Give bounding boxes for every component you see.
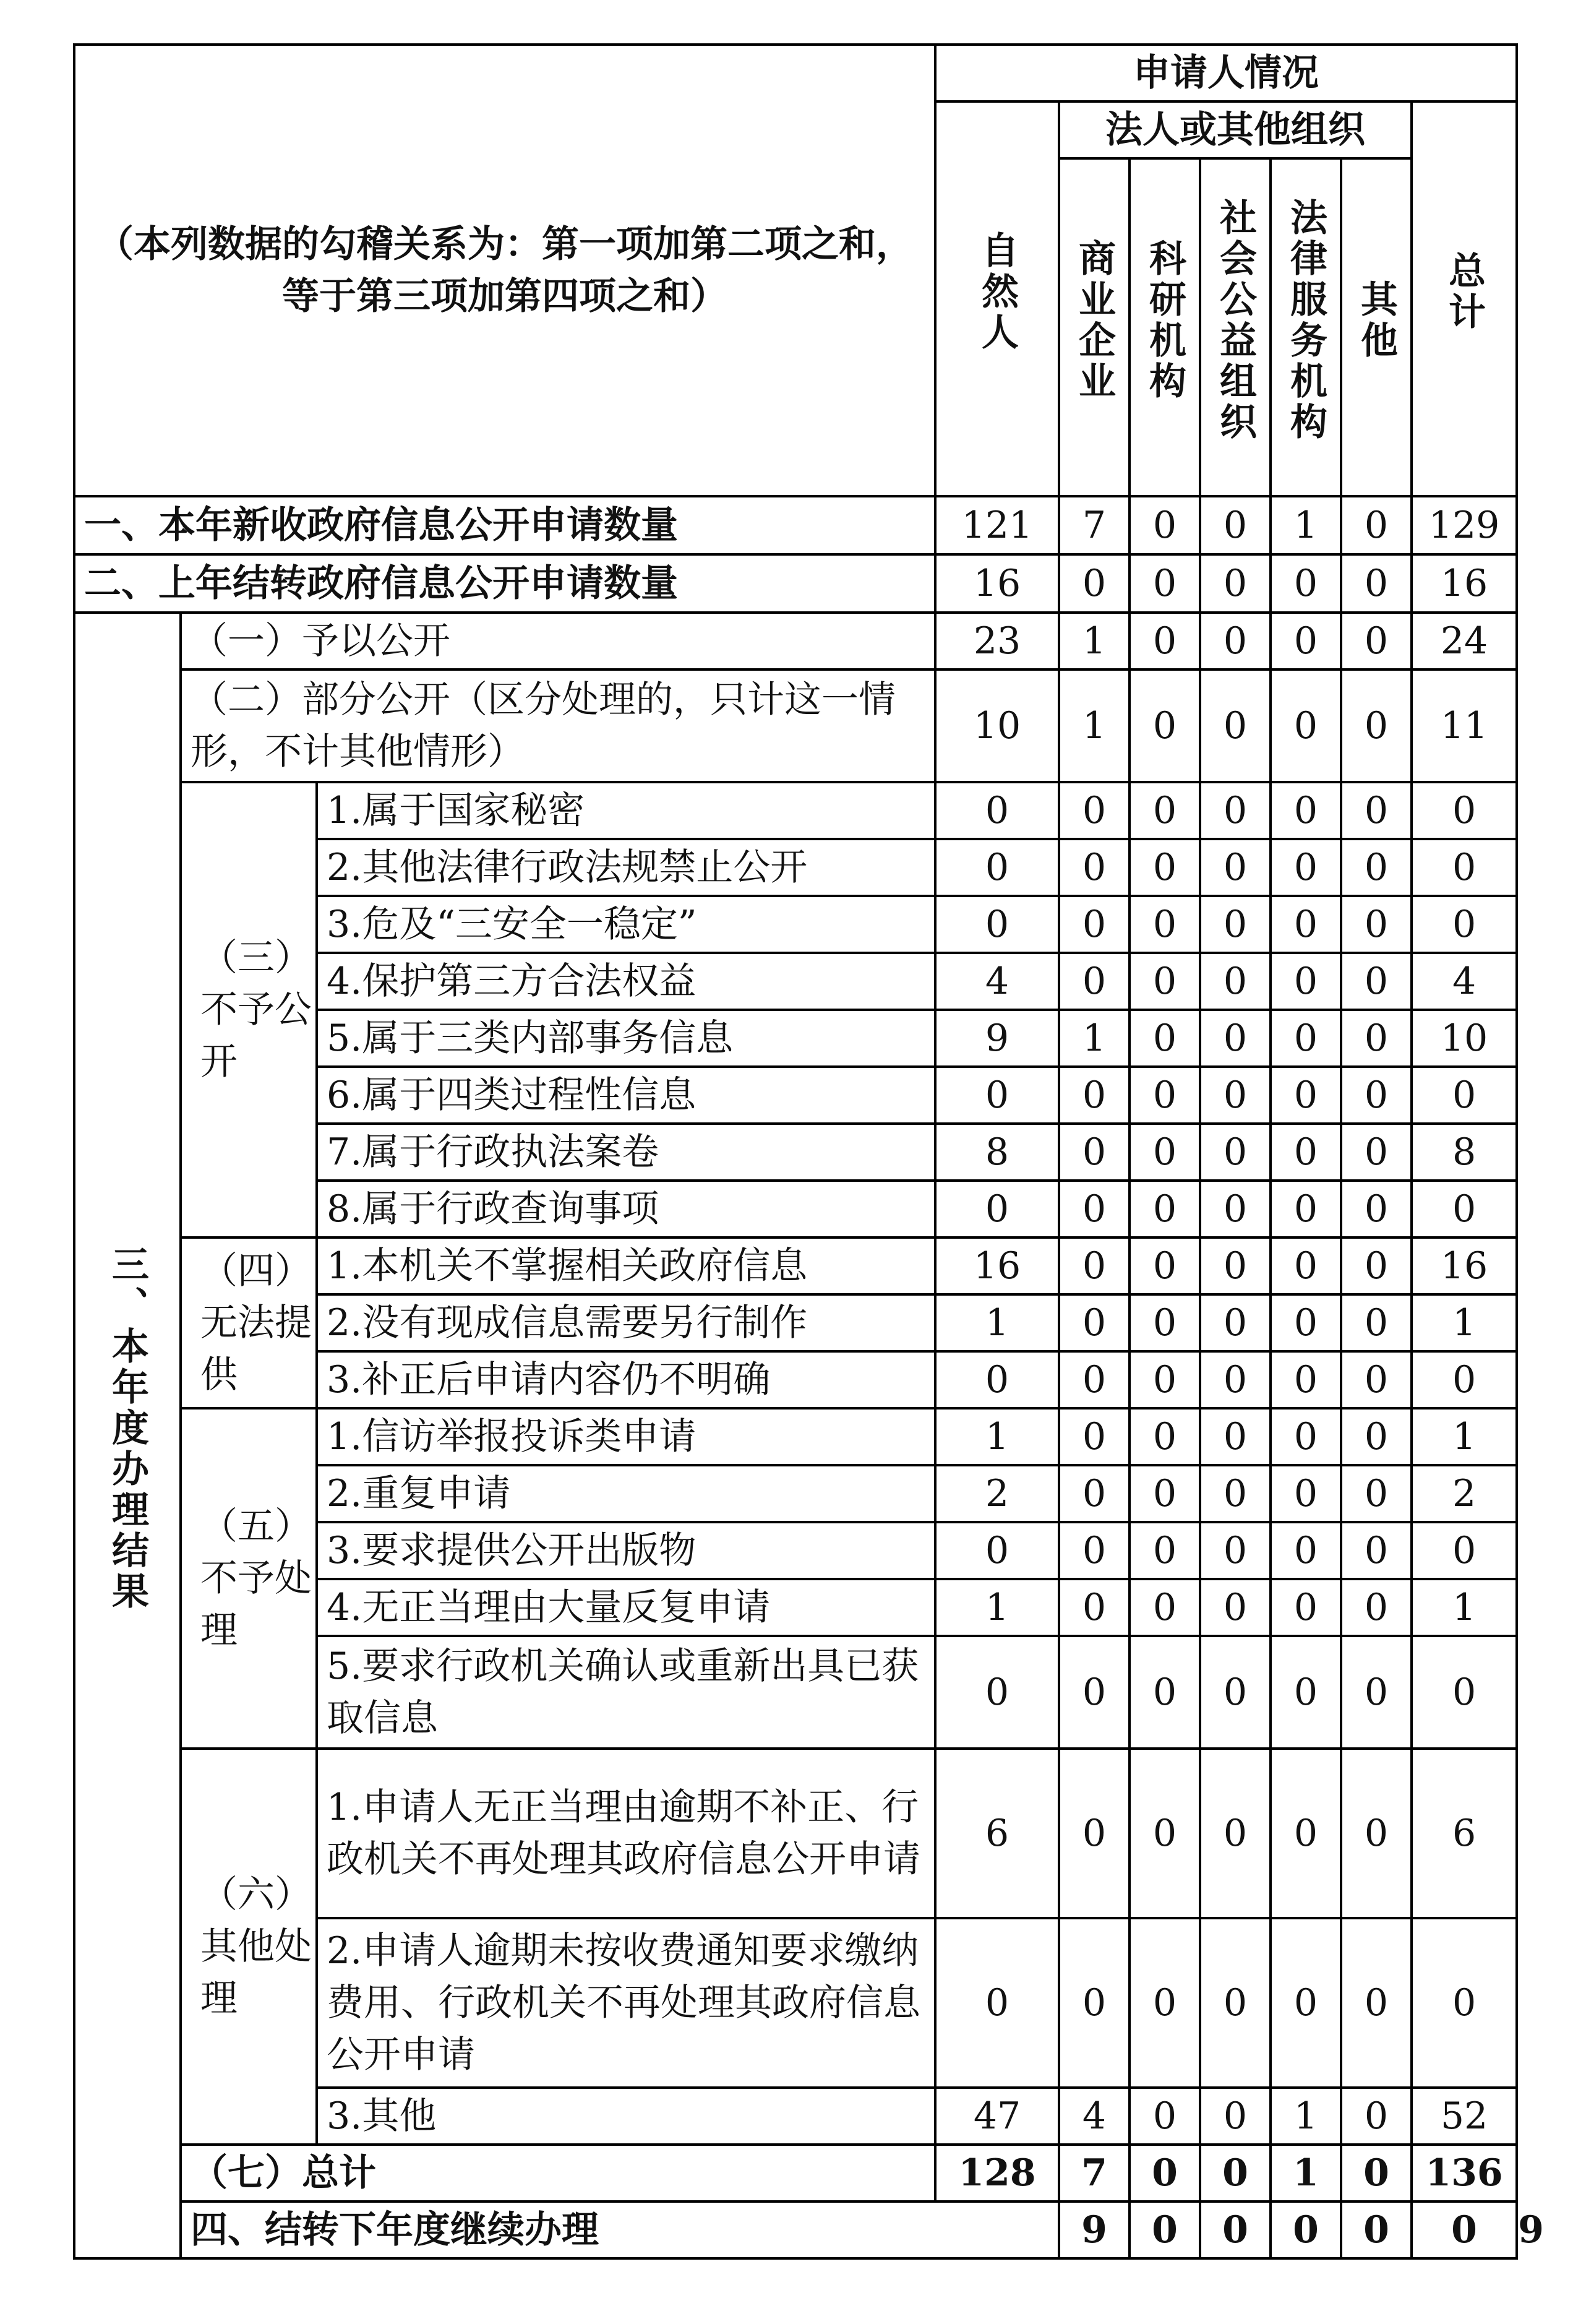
- table-row: [74, 1749, 1517, 1918]
- g5-label: （五）不予处理: [181, 1408, 317, 1749]
- cell: 0: [1341, 1918, 1412, 2088]
- cell: 0: [1200, 839, 1271, 896]
- cell: 0: [1129, 669, 1200, 782]
- cell: 0: [1129, 1124, 1200, 1181]
- cell: 0: [1200, 1294, 1271, 1351]
- cell: 0: [1200, 1010, 1271, 1067]
- cell: 0: [1200, 1408, 1271, 1465]
- cell: 0: [1271, 1124, 1341, 1181]
- cell: 136: [1412, 2145, 1517, 2201]
- cell: 1: [935, 1294, 1059, 1351]
- cell: 0: [1200, 1237, 1271, 1294]
- cell: 11: [1412, 669, 1517, 782]
- cell: 0: [1129, 613, 1200, 669]
- table-row: [74, 1408, 1517, 1465]
- cell: 47: [935, 2088, 1059, 2145]
- cell: 0: [1341, 1294, 1412, 1351]
- g4-label: （四）无法提供: [181, 1237, 317, 1408]
- cell: 0: [1129, 1010, 1200, 1067]
- section4-label: 四、结转下年度继续办理: [181, 2201, 1059, 2258]
- row-label: 5.属于三类内部事务信息: [317, 1010, 935, 1067]
- cell: 0: [1059, 1351, 1129, 1408]
- cell: 0: [1200, 953, 1271, 1010]
- cell: 0: [1129, 554, 1200, 613]
- cell: 0: [935, 839, 1059, 896]
- cell: 0: [1341, 1067, 1412, 1124]
- header-natural-person: 自然人: [935, 101, 1059, 496]
- g2-label: （二）部分公开（区分处理的，只计这一情形，不计其他情形）: [181, 669, 935, 782]
- table-row: [74, 554, 1517, 613]
- cell: 0: [1271, 1067, 1341, 1124]
- cell: 0: [1129, 782, 1200, 839]
- cell: 0: [1341, 613, 1412, 669]
- cell: 0: [1059, 1408, 1129, 1465]
- cell: 0: [1341, 2145, 1412, 2201]
- table-row: [74, 2145, 1517, 2201]
- cell: 0: [1200, 554, 1271, 613]
- cell: 0: [1129, 1237, 1200, 1294]
- cell: 0: [1271, 1294, 1341, 1351]
- row-label: 5.要求行政机关确认或重新出具已获取信息: [317, 1636, 935, 1749]
- row-label: 2.申请人逾期未按收费通知要求缴纳费用、行政机关不再处理其政府信息公开申请: [317, 1918, 935, 2088]
- cell: 0: [935, 1636, 1059, 1749]
- header-applicant: 申请人情况: [935, 45, 1517, 101]
- cell: 0: [1200, 1351, 1271, 1408]
- cell: 9: [935, 1010, 1059, 1067]
- cell: 0: [1341, 554, 1412, 613]
- header-social: 社会公益组织: [1200, 158, 1271, 496]
- cell: 0: [1059, 1237, 1129, 1294]
- header-legal-org: 法人或其他组织: [1059, 101, 1412, 158]
- cell: 0: [1412, 1918, 1517, 2088]
- cell: 0: [1200, 1181, 1271, 1237]
- header-research: 科研机构: [1129, 158, 1200, 496]
- cell: 0: [1271, 554, 1341, 613]
- cell: 0: [1059, 839, 1129, 896]
- cell: 0: [1412, 782, 1517, 839]
- section1-label: 一、本年新收政府信息公开申请数量: [74, 496, 935, 554]
- cell: 16: [1412, 554, 1517, 613]
- cell: 24: [1412, 613, 1517, 669]
- cell: 0: [1200, 1465, 1271, 1522]
- table-row: [74, 1237, 1517, 1294]
- cell: 0: [1271, 1237, 1341, 1294]
- row-label: 3.要求提供公开出版物: [317, 1522, 935, 1579]
- cell: 52: [1412, 2088, 1517, 2145]
- cell: 0: [1059, 554, 1129, 613]
- cell: 0: [1341, 1408, 1412, 1465]
- table-row: [74, 496, 1517, 554]
- cell: 6: [935, 1749, 1059, 1918]
- cell: 0: [1059, 1579, 1129, 1636]
- cell: 0: [1271, 1579, 1341, 1636]
- cell: 0: [1271, 839, 1341, 896]
- cell: 0: [1341, 1749, 1412, 1918]
- section3-label: 三、本年度办理结果: [74, 613, 181, 2258]
- cell: 0: [1059, 1124, 1129, 1181]
- cell: 10: [1412, 1010, 1517, 1067]
- cell: 0: [935, 1181, 1059, 1237]
- cell: 16: [935, 1237, 1059, 1294]
- cell: 0: [1412, 2201, 1517, 2258]
- cell: 0: [1341, 1351, 1412, 1408]
- cell: 0: [1341, 2088, 1412, 2145]
- cell: 23: [935, 613, 1059, 669]
- cell: 0: [935, 896, 1059, 953]
- cell: 4: [1412, 953, 1517, 1010]
- cell: 0: [1271, 953, 1341, 1010]
- cell: 0: [1412, 1067, 1517, 1124]
- row-label: 4.保护第三方合法权益: [317, 953, 935, 1010]
- cell: 121: [935, 496, 1059, 554]
- header-other: 其他: [1341, 158, 1412, 496]
- row-label: 4.无正当理由大量反复申请: [317, 1579, 935, 1636]
- cell: 0: [1341, 782, 1412, 839]
- cell: 0: [1200, 2145, 1271, 2201]
- cell: 0: [935, 782, 1059, 839]
- row-label: 2.重复申请: [317, 1465, 935, 1522]
- cell: 0: [1341, 669, 1412, 782]
- cell: 0: [1271, 1465, 1341, 1522]
- cell: 0: [1412, 839, 1517, 896]
- cell: 0: [1341, 1124, 1412, 1181]
- cell: 0: [1412, 1522, 1517, 1579]
- cell: 0: [1341, 1237, 1412, 1294]
- cell: 129: [1412, 496, 1517, 554]
- row-label: 2.没有现成信息需要另行制作: [317, 1294, 935, 1351]
- cell: 0: [1341, 1636, 1412, 1749]
- cell: 0: [1341, 1522, 1412, 1579]
- cell: 4: [1059, 2088, 1129, 2145]
- cell: 0: [1271, 1408, 1341, 1465]
- cell: 0: [1200, 613, 1271, 669]
- cell: 8: [935, 1124, 1059, 1181]
- table-row: 四、结转下年度继续办理 9 0 0 0 0 0 9: [74, 2201, 1517, 2258]
- cell: 0: [1129, 1181, 1200, 1237]
- cell: 2: [1412, 1465, 1517, 1522]
- cell: 0: [1341, 953, 1412, 1010]
- cell: 0: [1200, 2201, 1271, 2258]
- cell: 0: [1129, 2145, 1200, 2201]
- cell: 0: [1341, 1181, 1412, 1237]
- cell: 0: [1129, 1465, 1200, 1522]
- cell: 0: [935, 1067, 1059, 1124]
- cell: 0: [1341, 1465, 1412, 1522]
- row-label: 2.其他法律行政法规禁止公开: [317, 839, 935, 896]
- cell: 0: [1341, 496, 1412, 554]
- cell: 1: [935, 1408, 1059, 1465]
- table-row: [74, 669, 1517, 782]
- cell: 9: [1059, 2201, 1129, 2258]
- cell: 0: [1059, 1181, 1129, 1237]
- cell: 0: [1059, 953, 1129, 1010]
- g3-label: （三）不予公开: [181, 782, 317, 1237]
- cell: 1: [1059, 669, 1129, 782]
- cell: 0: [1271, 669, 1341, 782]
- g6-label: （六）其他处理: [181, 1749, 317, 2145]
- cell: 0: [1129, 2088, 1200, 2145]
- cell: 0: [1341, 2201, 1412, 2258]
- row-label: 1.属于国家秘密: [317, 782, 935, 839]
- cell: 0: [935, 1522, 1059, 1579]
- cell: 0: [1059, 1918, 1129, 2088]
- section2-label: 二、上年结转政府信息公开申请数量: [74, 554, 935, 613]
- disclosure-table: [73, 43, 1544, 2260]
- cell: 0: [1129, 1522, 1200, 1579]
- cell: 1: [1412, 1408, 1517, 1465]
- cell: 0: [1129, 1408, 1200, 1465]
- cell: 0: [1341, 1579, 1412, 1636]
- cell: 0: [1059, 782, 1129, 839]
- header-note: （本列数据的勾稽关系为：第一项加第二项之和，等于第三项加第四项之和）: [74, 45, 935, 496]
- cell: 4: [935, 953, 1059, 1010]
- cell: 0: [1129, 1749, 1200, 1918]
- cell: 0: [1271, 1918, 1341, 2088]
- table-row: [74, 782, 1517, 839]
- cell: 0: [1271, 1351, 1341, 1408]
- cell: 0: [1200, 496, 1271, 554]
- cell: 0: [1271, 1636, 1341, 1749]
- cell: 0: [1129, 839, 1200, 896]
- cell: 0: [1200, 1636, 1271, 1749]
- cell: 0: [1271, 1181, 1341, 1237]
- cell: 1: [1271, 496, 1341, 554]
- cell: 0: [1129, 1636, 1200, 1749]
- cell: 0: [1129, 496, 1200, 554]
- cell: 0: [1341, 839, 1412, 896]
- cell: 0: [1059, 1749, 1129, 1918]
- header-commercial: 商业企业: [1059, 158, 1129, 496]
- row-label: 1.信访举报投诉类申请: [317, 1408, 935, 1465]
- cell: 6: [1412, 1749, 1517, 1918]
- table-row: [74, 613, 1517, 669]
- cell: 2: [935, 1465, 1059, 1522]
- cell: 16: [935, 554, 1059, 613]
- cell: 0: [1200, 1579, 1271, 1636]
- cell: 0: [1059, 896, 1129, 953]
- cell: 0: [1129, 1579, 1200, 1636]
- cell: 0: [1271, 896, 1341, 953]
- cell: 0: [1200, 1067, 1271, 1124]
- row-label: 3.其他: [317, 2088, 935, 2145]
- cell: 0: [1200, 782, 1271, 839]
- cell: 0: [1271, 1522, 1341, 1579]
- cell: 0: [1129, 1351, 1200, 1408]
- cell: 0: [1271, 1010, 1341, 1067]
- cell: 0: [1129, 1918, 1200, 2088]
- cell: 0: [1129, 1294, 1200, 1351]
- cell: 128: [935, 2145, 1059, 2201]
- row-label: 7.属于行政执法案卷: [317, 1124, 935, 1181]
- cell: 1: [1059, 613, 1129, 669]
- cell: 0: [1271, 1749, 1341, 1918]
- cell: 0: [1129, 2201, 1200, 2258]
- g7-label: （七）总计: [181, 2145, 935, 2201]
- cell: 10: [935, 669, 1059, 782]
- cell: 0: [1129, 953, 1200, 1010]
- row-label: 8.属于行政查询事项: [317, 1181, 935, 1237]
- cell: 8: [1412, 1124, 1517, 1181]
- cell: 0: [1129, 896, 1200, 953]
- cell: 0: [1200, 1749, 1271, 1918]
- cell: 0: [1271, 2201, 1341, 2258]
- row-label: 3.补正后申请内容仍不明确: [317, 1351, 935, 1408]
- cell: 0: [1200, 1522, 1271, 1579]
- cell: 1: [1412, 1579, 1517, 1636]
- header-legal-service: 法律服务机构: [1271, 158, 1341, 496]
- cell: 16: [1412, 1237, 1517, 1294]
- cell: 7: [1059, 2145, 1129, 2201]
- cell: 0: [1341, 1010, 1412, 1067]
- cell: 7: [1059, 496, 1129, 554]
- cell: 0: [1271, 613, 1341, 669]
- row-label: 1.本机关不掌握相关政府信息: [317, 1237, 935, 1294]
- cell: 0: [935, 1918, 1059, 2088]
- cell: 0: [1059, 1294, 1129, 1351]
- header-total: 总计: [1412, 101, 1517, 496]
- cell: 0: [1059, 1636, 1129, 1749]
- cell: 0: [1412, 1636, 1517, 1749]
- cell: 0: [1200, 669, 1271, 782]
- cell: 1: [935, 1579, 1059, 1636]
- row-label: 3.危及“三安全一稳定”: [317, 896, 935, 953]
- cell: 0: [1412, 1351, 1517, 1408]
- cell: 0: [1271, 782, 1341, 839]
- cell: 0: [1200, 896, 1271, 953]
- cell: 1: [1271, 2088, 1341, 2145]
- cell: 0: [1412, 1181, 1517, 1237]
- cell: 0: [1059, 1067, 1129, 1124]
- cell: 0: [1200, 1124, 1271, 1181]
- cell: 0: [1200, 2088, 1271, 2145]
- cell: 0: [1129, 1067, 1200, 1124]
- cell: 1: [1059, 1010, 1129, 1067]
- cell: 0: [1412, 896, 1517, 953]
- cell: 1: [1271, 2145, 1341, 2201]
- row-label: 6.属于四类过程性信息: [317, 1067, 935, 1124]
- cell: 0: [1059, 1522, 1129, 1579]
- cell: 1: [1412, 1294, 1517, 1351]
- cell: 0: [1200, 1918, 1271, 2088]
- cell: 0: [1341, 896, 1412, 953]
- cell: 0: [935, 1351, 1059, 1408]
- cell: 0: [1059, 1465, 1129, 1522]
- row-label: 1.申请人无正当理由逾期不补正、行政机关不再处理其政府信息公开申请: [317, 1749, 935, 1918]
- g1-label: （一）予以公开: [181, 613, 935, 669]
